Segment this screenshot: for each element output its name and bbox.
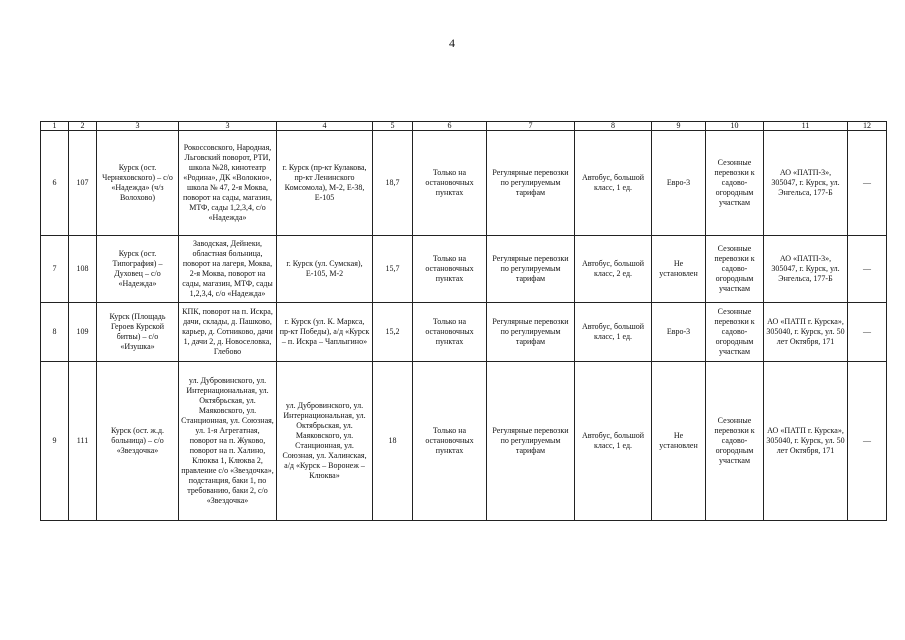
stop-order: Только на остановочных пунктах: [413, 362, 487, 521]
carrier: АО «ПАТП-3», 305047, г. Курск, ул. Энгельса, 177-Б: [764, 131, 848, 236]
column-header: 4: [277, 122, 373, 131]
table-row: [41, 236, 887, 303]
table-row: [41, 362, 887, 521]
route-name: Курск (ост. Черняховского) – с/о «Надежда» (ч/з Волохово): [97, 131, 179, 236]
route-streets: ул. Дубровинского, ул. Интернациональная, ул. Октябрьская, ул. Маяковского, ул. Станционная, ул. Союзная, ул. Халинская, а/д «Курск – Воронеж – Клюква»: [277, 362, 373, 521]
note: —: [848, 236, 887, 303]
route-stops: КПК, поворот на п. Искра, дачи, склады, д. Пашково, карьер, д. Сотниково, дачи 1, дачи 2, д. Новоселовка, Глебово: [179, 303, 277, 362]
note: —: [848, 303, 887, 362]
vehicles: Автобус, большой класс, 1 ед.: [575, 303, 652, 362]
route-length: 18,7: [373, 131, 413, 236]
route-name: Курск (Площадь Героев Курской битвы) – с/о «Изушка»: [97, 303, 179, 362]
note: —: [848, 131, 887, 236]
season-note: Сезонные перевозки к садово-огородным участкам: [706, 236, 764, 303]
row-number: 9: [41, 362, 69, 521]
vehicles: Автобус, большой класс, 1 ед.: [575, 362, 652, 521]
stop-order: Только на остановочных пунктах: [413, 131, 487, 236]
transport-kind: Регулярные перевозки по регулируемым тарифам: [487, 303, 575, 362]
route-stops: Рокоссовского, Народная, Льговский поворот, РТИ, школа №28, кинотеатр «Родина», ДК «Волокно», школа № 47, 2-я Моква, поворот на сады, магазин, МТФ, сады 1,2,3,4, с/о «Надежда»: [179, 131, 277, 236]
route-number: 109: [69, 303, 97, 362]
transport-kind: Регулярные перевозки по регулируемым тарифам: [487, 131, 575, 236]
column-header: 10: [706, 122, 764, 131]
column-header: 3: [179, 122, 277, 131]
stop-order: Только на остановочных пунктах: [413, 236, 487, 303]
route-streets: г. Курск (ул. К. Маркса, пр-кт Победы), а/д «Курск – п. Искра – Чаплыгино»: [277, 303, 373, 362]
route-streets: г. Курск (ул. Сумская), Е-105, М-2: [277, 236, 373, 303]
eco-class: Не установлен: [652, 236, 706, 303]
carrier: АО «ПАТП г. Курска», 305040, г. Курск, ул. 50 лет Октября, 171: [764, 303, 848, 362]
route-length: 15,7: [373, 236, 413, 303]
note: —: [848, 362, 887, 521]
column-number-row: [41, 122, 887, 131]
table-row: [41, 303, 887, 362]
transport-kind: Регулярные перевозки по регулируемым тарифам: [487, 236, 575, 303]
transport-kind: Регулярные перевозки по регулируемым тарифам: [487, 362, 575, 521]
route-length: 15,2: [373, 303, 413, 362]
column-header: 9: [652, 122, 706, 131]
route-number: 111: [69, 362, 97, 521]
route-stops: Заводская, Дейнеки, областная больница, поворот на лагеря, Моква, 2-я Моква, поворот на сады, магазин, МТФ, сады 1,2,3,4, с/о «Надежда»: [179, 236, 277, 303]
stop-order: Только на остановочных пунктах: [413, 303, 487, 362]
season-note: Сезонные перевозки к садово-огородным участкам: [706, 362, 764, 521]
route-length: 18: [373, 362, 413, 521]
route-number: 107: [69, 131, 97, 236]
row-number: 6: [41, 131, 69, 236]
routes-table: [40, 121, 887, 521]
route-number: 108: [69, 236, 97, 303]
carrier: АО «ПАТП г. Курска», 305040, г. Курск, ул. 50 лет Октября, 171: [764, 362, 848, 521]
row-number: 7: [41, 236, 69, 303]
eco-class: Евро-3: [652, 303, 706, 362]
season-note: Сезонные перевозки к садово-огородным участкам: [706, 131, 764, 236]
route-streets: г. Курск (пр-кт Кулакова, пр-кт Ленинского Комсомола), М-2, Е-38, Е-105: [277, 131, 373, 236]
page-number: 4: [449, 36, 455, 50]
table-row: [41, 131, 887, 236]
eco-class: Не установлен: [652, 362, 706, 521]
carrier: АО «ПАТП-3», 305047, г. Курск, ул. Энгельса, 177-Б: [764, 236, 848, 303]
row-number: 8: [41, 303, 69, 362]
route-name: Курск (ост. Типография) – Духовец – с/о «Надежда»: [97, 236, 179, 303]
column-header: 5: [373, 122, 413, 131]
column-header: 11: [764, 122, 848, 131]
column-header: 1: [41, 122, 69, 131]
eco-class: Евро-3: [652, 131, 706, 236]
column-header: 3: [97, 122, 179, 131]
column-header: 12: [848, 122, 887, 131]
column-header: 7: [487, 122, 575, 131]
vehicles: Автобус, большой класс, 1 ед.: [575, 131, 652, 236]
vehicles: Автобус, большой класс, 2 ед.: [575, 236, 652, 303]
route-stops: ул. Дубровинского, ул. Интернациональная, ул. Октябрьская, ул. Маяковского, ул. Станционная, ул. Союзная, ул. 1-я Агрегатная, поворот на п. Жуково, поворот на п. Халино, Клюква 1, Клюква 2, правление с/о «Звездочка», подстанция, баки 1, по требованию, баки 2, с/о «Звездочка»: [179, 362, 277, 521]
route-name: Курск (ост. ж.д. больница) – с/о «Звездочка»: [97, 362, 179, 521]
column-header: 6: [413, 122, 487, 131]
column-header: 2: [69, 122, 97, 131]
column-header: 8: [575, 122, 652, 131]
season-note: Сезонные перевозки к садово-огородным участкам: [706, 303, 764, 362]
